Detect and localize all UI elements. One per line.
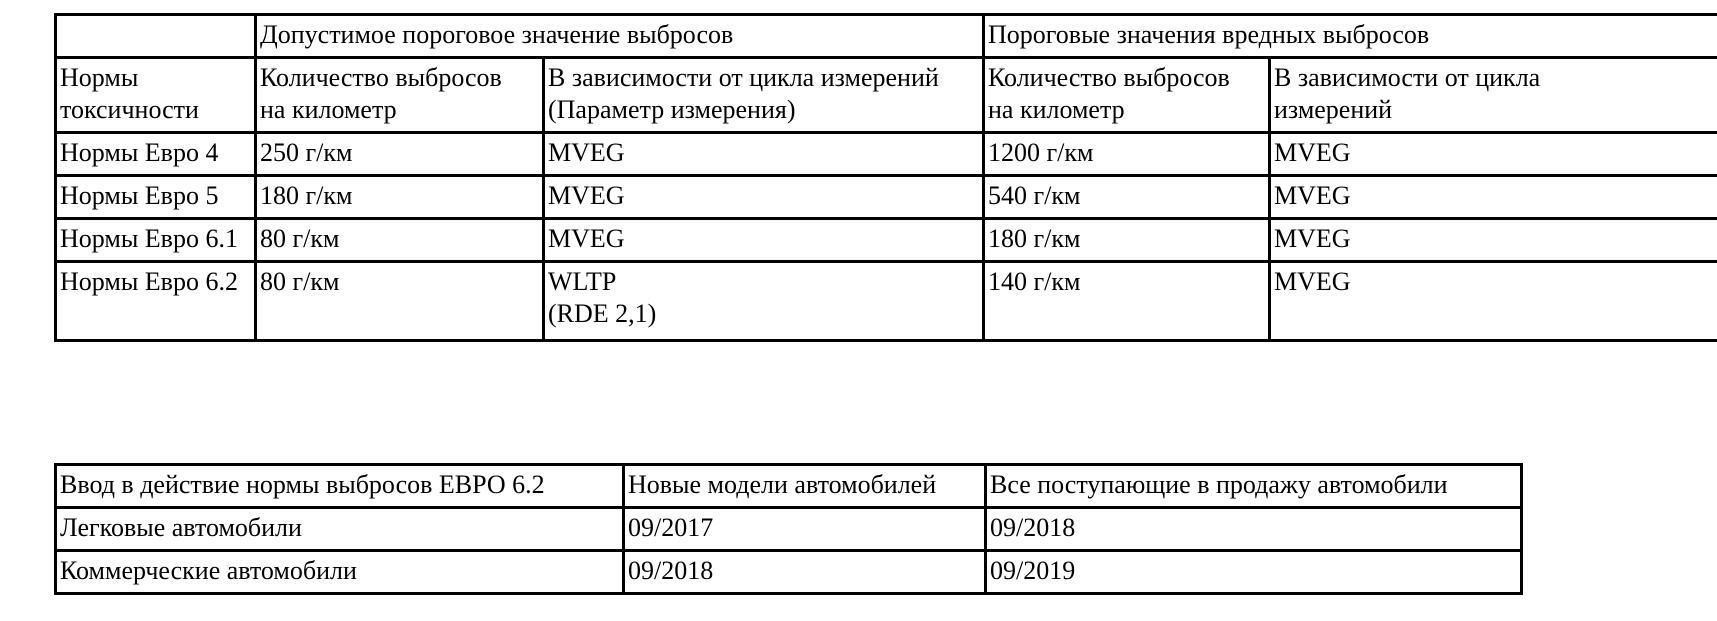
header-harmful-threshold: Пороговые значения вредных выбросов xyxy=(984,15,1717,58)
table-header-row xyxy=(56,465,1522,508)
table-row xyxy=(56,508,1522,551)
table-sub-header-row xyxy=(56,58,1717,133)
new-models-date-cell: 09/2017 xyxy=(624,508,986,551)
allowed-amount-cell: 80 г/км xyxy=(256,262,544,341)
all-on-sale-date-cell: 09/2018 xyxy=(986,508,1522,551)
allowed-cycle-cell: MVEG xyxy=(544,133,984,176)
harmful-cycle-cell: MVEG xyxy=(1270,133,1717,176)
vehicle-category-cell: Легковые автомобили xyxy=(56,508,624,551)
harmful-amount-cell: 540 г/км xyxy=(984,176,1270,219)
allowed-amount-cell: 250 г/км xyxy=(256,133,544,176)
harmful-cycle-cell: MVEG xyxy=(1270,176,1717,219)
allowed-cycle-cell: MVEG xyxy=(544,219,984,262)
norm-cell: Нормы Евро 5 xyxy=(56,176,256,219)
euro-6-2-introduction-table xyxy=(54,463,1523,595)
allowed-amount-cell: 180 г/км xyxy=(256,176,544,219)
harmful-cycle-cell: MVEG xyxy=(1270,219,1717,262)
table-row xyxy=(56,133,1717,176)
norm-cell: Нормы Евро 4 xyxy=(56,133,256,176)
emissions-thresholds-table xyxy=(54,13,1717,342)
header-blank-cell xyxy=(56,15,256,58)
header-norms: Нормы токсичности xyxy=(56,58,256,133)
header-introduction-title: Ввод в действие нормы выбросов ЕВРО 6.2 xyxy=(56,465,624,508)
table-row xyxy=(56,551,1522,594)
vehicle-category-cell: Коммерческие автомобили xyxy=(56,551,624,594)
harmful-amount-cell: 1200 г/км xyxy=(984,133,1270,176)
allowed-cycle-cell: MVEG xyxy=(544,176,984,219)
header-cycle-harmful: В зависимости от цикла измерений xyxy=(1270,58,1717,133)
harmful-amount-cell: 180 г/км xyxy=(984,219,1270,262)
header-all-on-sale: Все поступающие в продажу автомобили xyxy=(986,465,1522,508)
norm-cell: Нормы Евро 6.2 xyxy=(56,262,256,341)
harmful-cycle-cell: MVEG xyxy=(1270,262,1717,341)
header-amount-per-km-allowed: Количество выбросов на километр xyxy=(256,58,544,133)
table-group-header-row xyxy=(56,15,1717,58)
table-row xyxy=(56,219,1717,262)
header-cycle-allowed: В зависимости от цикла измерений (Параметр измерения) xyxy=(544,58,984,133)
allowed-amount-cell: 80 г/км xyxy=(256,219,544,262)
header-allowed-threshold: Допустимое пороговое значение выбросов xyxy=(256,15,984,58)
all-on-sale-date-cell: 09/2019 xyxy=(986,551,1522,594)
header-new-models: Новые модели автомобилей xyxy=(624,465,986,508)
allowed-cycle-cell: WLTP (RDE 2,1) xyxy=(544,262,984,341)
table-row xyxy=(56,262,1717,341)
table-row xyxy=(56,176,1717,219)
header-amount-per-km-harmful: Количество выбросов на километр xyxy=(984,58,1270,133)
harmful-amount-cell: 140 г/км xyxy=(984,262,1270,341)
norm-cell: Нормы Евро 6.1 xyxy=(56,219,256,262)
new-models-date-cell: 09/2018 xyxy=(624,551,986,594)
